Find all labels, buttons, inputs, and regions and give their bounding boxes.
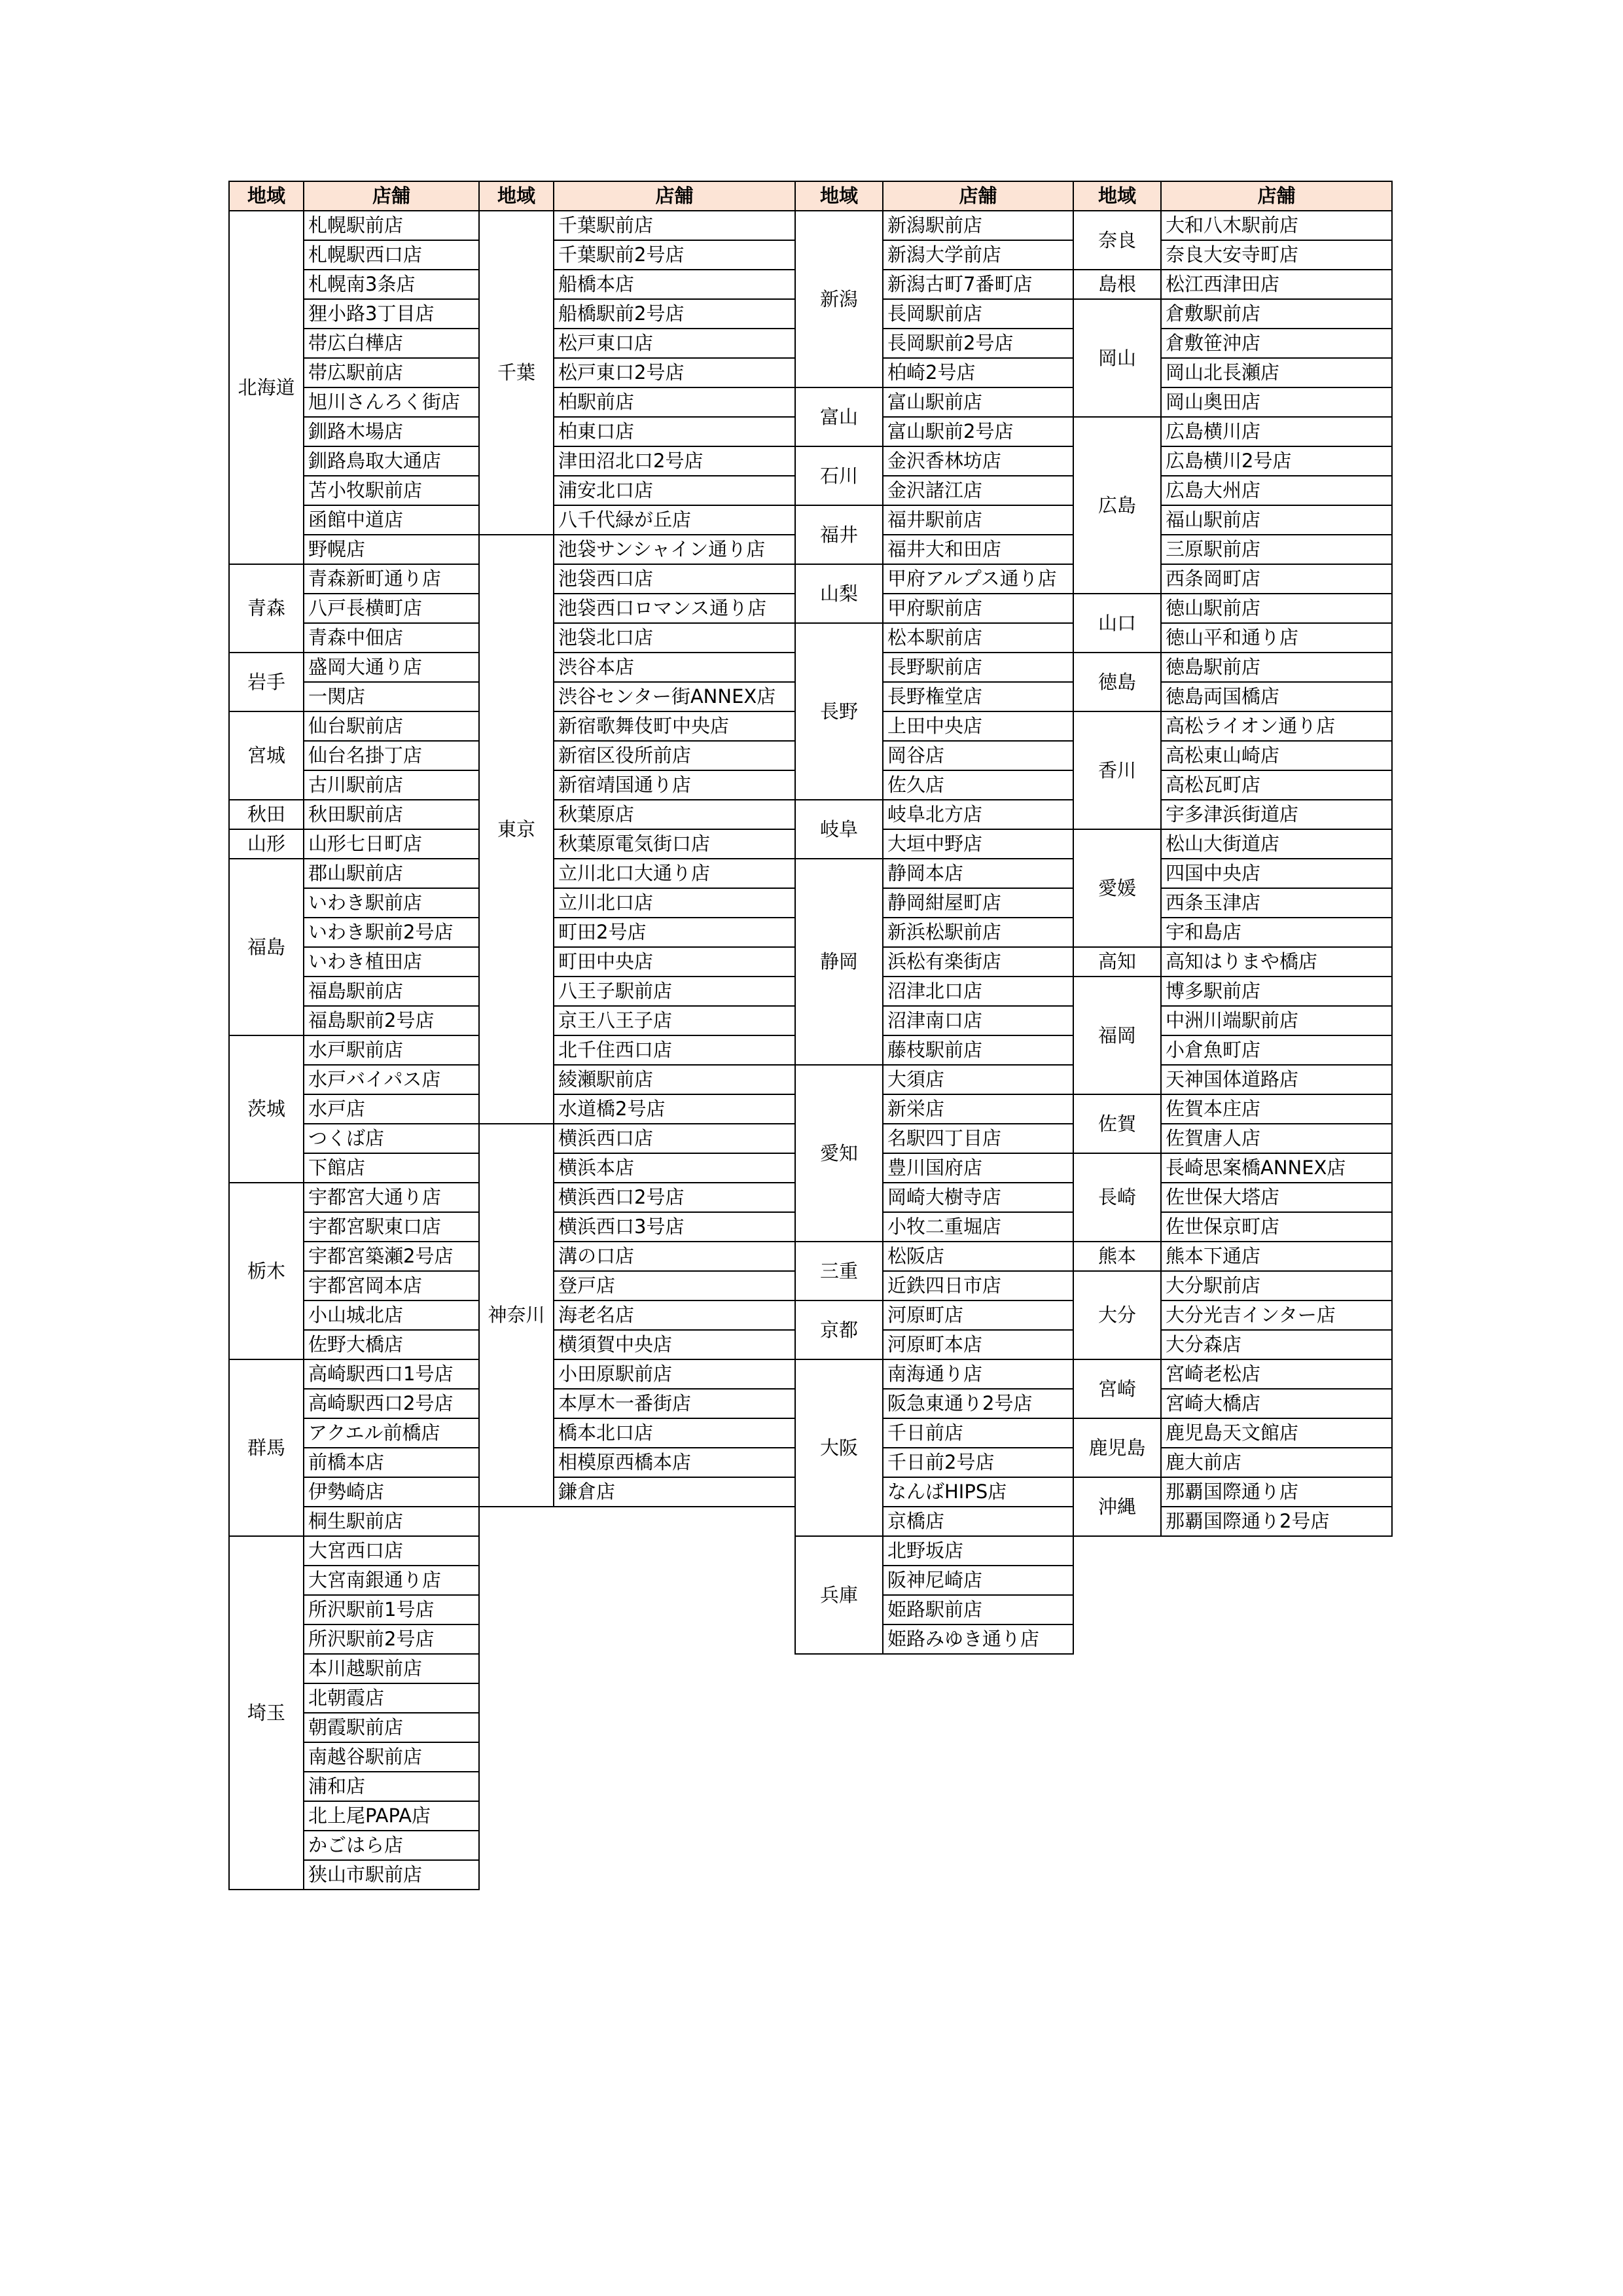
store-cell: 新潟古町7番町店 <box>883 270 1073 299</box>
store-cell: 富山駅前2号店 <box>883 417 1073 446</box>
region-cell: 香川 <box>1073 711 1161 829</box>
store-cell: 阪神尼崎店 <box>883 1566 1073 1595</box>
store-cell: 大須店 <box>883 1065 1073 1094</box>
table-row <box>1073 211 1392 240</box>
store-cell: 上田中央店 <box>883 711 1073 741</box>
region-cell: 千葉 <box>479 211 554 535</box>
store-cell: 仙台名掛丁店 <box>304 741 479 770</box>
store-cell: 近鉄四日市店 <box>883 1271 1073 1300</box>
table-row <box>1073 1242 1392 1271</box>
table-row <box>1073 417 1392 446</box>
store-cell: 三原駅前店 <box>1161 535 1392 564</box>
store-cell: 倉敷笹沖店 <box>1161 329 1392 358</box>
store-cell: 八千代緑が丘店 <box>554 505 795 535</box>
store-cell: 町田中央店 <box>554 947 795 977</box>
store-cell: 金沢諸江店 <box>883 476 1073 505</box>
store-cell: 古川駅前店 <box>304 770 479 800</box>
store-cell: 河原町店 <box>883 1300 1073 1330</box>
region-cell: 佐賀 <box>1073 1094 1161 1153</box>
region-cell: 福井 <box>795 505 883 564</box>
table-row <box>795 623 1073 653</box>
region-cell: 静岡 <box>795 859 883 1065</box>
store-cell: 佐賀本庄店 <box>1161 1094 1392 1124</box>
region-header: 地域 <box>1073 181 1161 211</box>
store-cell: 河原町本店 <box>883 1330 1073 1359</box>
store-cell: 宇都宮築瀬2号店 <box>304 1242 479 1271</box>
region-cell: 大阪 <box>795 1359 883 1536</box>
store-cell: 桐生駅前店 <box>304 1507 479 1536</box>
store-cell: 千葉駅前2号店 <box>554 240 795 270</box>
store-cell: 松本駅前店 <box>883 623 1073 653</box>
table-row <box>1073 1418 1392 1448</box>
store-cell: 大垣中野店 <box>883 829 1073 859</box>
store-cell: 沼津南口店 <box>883 1006 1073 1035</box>
table-row <box>1073 299 1392 329</box>
table-row <box>1073 977 1392 1006</box>
store-cell: 水道橋2号店 <box>554 1094 795 1124</box>
region-cell: 岡山 <box>1073 299 1161 417</box>
store-cell: 水戸店 <box>304 1094 479 1124</box>
table-row <box>795 446 1073 476</box>
store-cell: つくば店 <box>304 1124 479 1153</box>
store-header: 店舗 <box>554 181 795 211</box>
region-cell: 宮城 <box>229 711 304 800</box>
store-cell: 柏駅前店 <box>554 387 795 417</box>
table-row <box>229 1359 479 1389</box>
table-row <box>229 859 479 888</box>
table-row <box>1073 1359 1392 1389</box>
store-cell: 姫路みゆき通り店 <box>883 1624 1073 1654</box>
store-cell: 相模原西橋本店 <box>554 1448 795 1477</box>
store-cell: 下館店 <box>304 1153 479 1183</box>
store-cell: 一関店 <box>304 682 479 711</box>
store-cell: 新宿歌舞伎町中央店 <box>554 711 795 741</box>
region-cell: 茨城 <box>229 1035 304 1183</box>
store-cell: 函館中道店 <box>304 505 479 535</box>
store-cell: 富山駅前店 <box>883 387 1073 417</box>
store-cell: 仙台駅前店 <box>304 711 479 741</box>
table-row <box>479 535 795 564</box>
store-cell: 佐世保大塔店 <box>1161 1183 1392 1212</box>
store-header: 店舗 <box>304 181 479 211</box>
region-cell: 大分 <box>1073 1271 1161 1359</box>
store-cell: 福井大和田店 <box>883 535 1073 564</box>
store-cell: 所沢駅前1号店 <box>304 1595 479 1624</box>
table-row <box>795 211 1073 240</box>
region-cell: 埼玉 <box>229 1536 304 1890</box>
region-cell: 愛媛 <box>1073 829 1161 947</box>
store-cell: なんばHIPS店 <box>883 1477 1073 1507</box>
store-cell: 広島横川店 <box>1161 417 1392 446</box>
store-cell: 釧路鳥取大通店 <box>304 446 479 476</box>
region-header: 地域 <box>229 181 304 211</box>
store-cell: 青森中佃店 <box>304 623 479 653</box>
store-cell: 伊勢崎店 <box>304 1477 479 1507</box>
store-cell: 帯広駅前店 <box>304 358 479 387</box>
region-cell: 山梨 <box>795 564 883 623</box>
store-cell: 静岡紺屋町店 <box>883 888 1073 918</box>
region-cell: 徳島 <box>1073 653 1161 711</box>
store-cell: 登戸店 <box>554 1271 795 1300</box>
table-row <box>1073 594 1392 623</box>
store-cell: 水戸バイパス店 <box>304 1065 479 1094</box>
region-cell: 三重 <box>795 1242 883 1300</box>
store-cell: 小牧二重堀店 <box>883 1212 1073 1242</box>
store-cell: 釧路木場店 <box>304 417 479 446</box>
table-row <box>795 1300 1073 1330</box>
store-cell: 宇多津浜街道店 <box>1161 800 1392 829</box>
region-cell: 群馬 <box>229 1359 304 1536</box>
store-cell: 横浜西口3号店 <box>554 1212 795 1242</box>
store-cell: 甲府駅前店 <box>883 594 1073 623</box>
store-cell: 千日前2号店 <box>883 1448 1073 1477</box>
store-cell: 藤枝駅前店 <box>883 1035 1073 1065</box>
table-row <box>229 800 479 829</box>
region-cell: 宮崎 <box>1073 1359 1161 1418</box>
table-row <box>229 829 479 859</box>
region-cell: 鹿児島 <box>1073 1418 1161 1477</box>
store-cell: 徳島両国橋店 <box>1161 682 1392 711</box>
store-cell: 宇都宮岡本店 <box>304 1271 479 1300</box>
store-cell: 北千住西口店 <box>554 1035 795 1065</box>
store-cell: 大分森店 <box>1161 1330 1392 1359</box>
store-cell: 南越谷駅前店 <box>304 1742 479 1772</box>
store-cell: 西条岡町店 <box>1161 564 1392 594</box>
store-cell: 佐野大橋店 <box>304 1330 479 1359</box>
store-cell: 大分駅前店 <box>1161 1271 1392 1300</box>
store-cell: 岡谷店 <box>883 741 1073 770</box>
store-cell: 熊本下通店 <box>1161 1242 1392 1271</box>
table-row <box>479 211 795 240</box>
store-header: 店舗 <box>1161 181 1392 211</box>
store-cell: 所沢駅前2号店 <box>304 1624 479 1654</box>
table-row <box>1073 1477 1392 1507</box>
table-row <box>1073 653 1392 682</box>
table-row <box>795 564 1073 594</box>
store-cell: 小倉魚町店 <box>1161 1035 1392 1065</box>
store-cell: 徳山平和通り店 <box>1161 623 1392 653</box>
store-cell: 札幌南3条店 <box>304 270 479 299</box>
store-cell: 岐阜北方店 <box>883 800 1073 829</box>
table-row <box>229 1035 479 1065</box>
table-row <box>229 564 479 594</box>
region-cell: 兵庫 <box>795 1536 883 1654</box>
store-cell: 小山城北店 <box>304 1300 479 1330</box>
store-cell: 岡山奥田店 <box>1161 387 1392 417</box>
store-cell: 長野駅前店 <box>883 653 1073 682</box>
store-cell: 倉敷駅前店 <box>1161 299 1392 329</box>
store-cell: 松戸東口店 <box>554 329 795 358</box>
store-cell: 松山大街道店 <box>1161 829 1392 859</box>
store-cell: 名駅四丁目店 <box>883 1124 1073 1153</box>
store-cell: 佐賀唐人店 <box>1161 1124 1392 1153</box>
store-cell: 北朝霞店 <box>304 1683 479 1713</box>
store-cell: 徳島駅前店 <box>1161 653 1392 682</box>
store-cell: 八王子駅前店 <box>554 977 795 1006</box>
store-cell: 長岡駅前店 <box>883 299 1073 329</box>
region-cell: 奈良 <box>1073 211 1161 270</box>
store-cell: 柏東口店 <box>554 417 795 446</box>
store-cell: 南海通り店 <box>883 1359 1073 1389</box>
store-cell: 宇和島店 <box>1161 918 1392 947</box>
table-row <box>229 1536 479 1566</box>
store-cell: 町田2号店 <box>554 918 795 947</box>
store-cell: 秋葉原電気街口店 <box>554 829 795 859</box>
store-cell: 大分光吉インター店 <box>1161 1300 1392 1330</box>
store-cell: 福山駅前店 <box>1161 505 1392 535</box>
store-cell: 四国中央店 <box>1161 859 1392 888</box>
region-cell: 石川 <box>795 446 883 505</box>
store-cell: 鹿大前店 <box>1161 1448 1392 1477</box>
region-cell: 京都 <box>795 1300 883 1359</box>
store-cell: 八戸長横町店 <box>304 594 479 623</box>
store-cell: 鎌倉店 <box>554 1477 795 1507</box>
store-cell: 船橋本店 <box>554 270 795 299</box>
store-cell: 前橋本店 <box>304 1448 479 1477</box>
store-cell: 秋葉原店 <box>554 800 795 829</box>
region-cell: 富山 <box>795 387 883 446</box>
store-cell: 札幌駅西口店 <box>304 240 479 270</box>
store-cell: 新宿靖国通り店 <box>554 770 795 800</box>
table-row <box>479 1124 795 1153</box>
store-cell: 佐世保京町店 <box>1161 1212 1392 1242</box>
store-cell: 新浜松駅前店 <box>883 918 1073 947</box>
store-cell: 旭川さんろく街店 <box>304 387 479 417</box>
store-cell: 浦安北口店 <box>554 476 795 505</box>
store-cell: 柏崎2号店 <box>883 358 1073 387</box>
store-cell: 朝霞駅前店 <box>304 1713 479 1742</box>
store-cell: 野幌店 <box>304 535 479 564</box>
store-cell: 秋田駅前店 <box>304 800 479 829</box>
table-row <box>795 1242 1073 1271</box>
store-cell: 狸小路3丁目店 <box>304 299 479 329</box>
store-cell: 高崎駅西口2号店 <box>304 1389 479 1418</box>
store-cell: 立川北口店 <box>554 888 795 918</box>
store-cell: 那覇国際通り2号店 <box>1161 1507 1392 1536</box>
store-cell: 千葉駅前店 <box>554 211 795 240</box>
store-cell: 札幌駅前店 <box>304 211 479 240</box>
region-header: 地域 <box>795 181 883 211</box>
store-cell: 横須賀中央店 <box>554 1330 795 1359</box>
store-cell: 福島駅前2号店 <box>304 1006 479 1035</box>
store-table-column-2 <box>478 181 796 1507</box>
table-row <box>229 211 479 240</box>
table-row <box>1073 270 1392 299</box>
store-cell: 溝の口店 <box>554 1242 795 1271</box>
table-row <box>1073 711 1392 741</box>
store-cell: 高松ライオン通り店 <box>1161 711 1392 741</box>
store-cell: 北野坂店 <box>883 1536 1073 1566</box>
store-cell: 本川越駅前店 <box>304 1654 479 1683</box>
store-cell: 千日前店 <box>883 1418 1073 1448</box>
region-cell: 東京 <box>479 535 554 1124</box>
store-cell: 松阪店 <box>883 1242 1073 1271</box>
region-cell: 沖縄 <box>1073 1477 1161 1536</box>
region-cell: 長野 <box>795 623 883 800</box>
store-cell: かごはら店 <box>304 1831 479 1860</box>
region-cell: 北海道 <box>229 211 304 564</box>
store-cell: 金沢香林坊店 <box>883 446 1073 476</box>
store-cell: 船橋駅前2号店 <box>554 299 795 329</box>
table-row <box>795 1536 1073 1566</box>
region-cell: 福島 <box>229 859 304 1035</box>
store-cell: 渋谷センター街ANNEX店 <box>554 682 795 711</box>
store-cell: 高松東山崎店 <box>1161 741 1392 770</box>
store-cell: 宇都宮駅東口店 <box>304 1212 479 1242</box>
table-row <box>229 1183 479 1212</box>
store-cell: 綾瀬駅前店 <box>554 1065 795 1094</box>
region-cell: 岐阜 <box>795 800 883 859</box>
region-cell: 熊本 <box>1073 1242 1161 1271</box>
store-cell: 山形七日町店 <box>304 829 479 859</box>
store-cell: 京橋店 <box>883 1507 1073 1536</box>
store-cell: 新宿区役所前店 <box>554 741 795 770</box>
region-cell: 新潟 <box>795 211 883 387</box>
table-row <box>229 711 479 741</box>
store-table-column-4 <box>1073 181 1393 1537</box>
table-row <box>1073 1271 1392 1300</box>
store-cell: 海老名店 <box>554 1300 795 1330</box>
region-cell: 福岡 <box>1073 977 1161 1094</box>
store-cell: 長岡駅前2号店 <box>883 329 1073 358</box>
store-cell: 立川北口大通り店 <box>554 859 795 888</box>
store-cell: 青森新町通り店 <box>304 564 479 594</box>
store-cell: 阪急東通り2号店 <box>883 1389 1073 1418</box>
store-table-column-3 <box>794 181 1074 1655</box>
store-cell: アクエル前橋店 <box>304 1418 479 1448</box>
store-cell: 池袋西口店 <box>554 564 795 594</box>
store-cell: 京王八王子店 <box>554 1006 795 1035</box>
store-cell: 静岡本店 <box>883 859 1073 888</box>
store-cell: 姫路駅前店 <box>883 1595 1073 1624</box>
store-cell: 広島横川2号店 <box>1161 446 1392 476</box>
table-row <box>795 800 1073 829</box>
table-row <box>795 859 1073 888</box>
store-cell: 浜松有楽街店 <box>883 947 1073 977</box>
table-row <box>795 1065 1073 1094</box>
store-cell: 西条玉津店 <box>1161 888 1392 918</box>
store-cell: 渋谷本店 <box>554 653 795 682</box>
region-cell: 栃木 <box>229 1183 304 1359</box>
region-cell: 長崎 <box>1073 1153 1161 1242</box>
store-cell: 大和八木駅前店 <box>1161 211 1392 240</box>
store-cell: 帯広白樺店 <box>304 329 479 358</box>
store-cell: 鹿児島天文館店 <box>1161 1418 1392 1448</box>
store-cell: 豊川国府店 <box>883 1153 1073 1183</box>
store-cell: 郡山駅前店 <box>304 859 479 888</box>
store-cell: 宮崎老松店 <box>1161 1359 1392 1389</box>
region-cell: 岩手 <box>229 653 304 711</box>
region-header: 地域 <box>479 181 554 211</box>
store-cell: 奈良大安寺町店 <box>1161 240 1392 270</box>
store-cell: 新栄店 <box>883 1094 1073 1124</box>
table-row <box>1073 947 1392 977</box>
store-cell: 池袋サンシャイン通り店 <box>554 535 795 564</box>
region-cell: 山形 <box>229 829 304 859</box>
store-cell: 佐久店 <box>883 770 1073 800</box>
store-cell: 横浜西口店 <box>554 1124 795 1153</box>
region-cell: 秋田 <box>229 800 304 829</box>
store-cell: 岡山北長瀬店 <box>1161 358 1392 387</box>
store-cell: 高知はりまや橋店 <box>1161 947 1392 977</box>
table-row <box>795 387 1073 417</box>
store-cell: 福井駅前店 <box>883 505 1073 535</box>
region-cell: 神奈川 <box>479 1124 554 1507</box>
store-cell: 大宮南銀通り店 <box>304 1566 479 1595</box>
table-row <box>1073 1153 1392 1183</box>
store-cell: 横浜本店 <box>554 1153 795 1183</box>
store-cell: 苫小牧駅前店 <box>304 476 479 505</box>
store-cell: いわき駅前店 <box>304 888 479 918</box>
region-cell: 青森 <box>229 564 304 653</box>
store-cell: 岡崎大樹寺店 <box>883 1183 1073 1212</box>
store-cell: 大宮西口店 <box>304 1536 479 1566</box>
store-cell: 広島大州店 <box>1161 476 1392 505</box>
table-row <box>795 505 1073 535</box>
region-cell: 山口 <box>1073 594 1161 653</box>
store-cell: 宇都宮大通り店 <box>304 1183 479 1212</box>
table-row <box>795 1359 1073 1389</box>
store-cell: 橋本北口店 <box>554 1418 795 1448</box>
region-cell: 島根 <box>1073 270 1161 299</box>
store-cell: 狭山市駅前店 <box>304 1860 479 1890</box>
store-cell: 津田沼北口2号店 <box>554 446 795 476</box>
store-cell: 水戸駅前店 <box>304 1035 479 1065</box>
store-cell: 高崎駅西口1号店 <box>304 1359 479 1389</box>
store-cell: 博多駅前店 <box>1161 977 1392 1006</box>
store-cell: いわき植田店 <box>304 947 479 977</box>
store-cell: 小田原駅前店 <box>554 1359 795 1389</box>
store-cell: 長崎思案橋ANNEX店 <box>1161 1153 1392 1183</box>
store-cell: いわき駅前2号店 <box>304 918 479 947</box>
store-cell: 甲府アルプス通り店 <box>883 564 1073 594</box>
store-cell: 徳山駅前店 <box>1161 594 1392 623</box>
region-cell: 高知 <box>1073 947 1161 977</box>
store-cell: 新潟大学前店 <box>883 240 1073 270</box>
region-cell: 広島 <box>1073 417 1161 594</box>
store-cell: 池袋西口ロマンス通り店 <box>554 594 795 623</box>
store-cell: 横浜西口2号店 <box>554 1183 795 1212</box>
store-cell: 沼津北口店 <box>883 977 1073 1006</box>
store-cell: 長野権堂店 <box>883 682 1073 711</box>
store-cell: 北上尾PAPA店 <box>304 1801 479 1831</box>
store-cell: 中洲川端駅前店 <box>1161 1006 1392 1035</box>
region-cell: 愛知 <box>795 1065 883 1242</box>
table-row <box>1073 829 1392 859</box>
store-cell: 新潟駅前店 <box>883 211 1073 240</box>
store-cell: 高松瓦町店 <box>1161 770 1392 800</box>
table-row <box>1073 1094 1392 1124</box>
table-row <box>229 653 479 682</box>
store-cell: 天神国体道路店 <box>1161 1065 1392 1094</box>
store-cell: 宮崎大橋店 <box>1161 1389 1392 1418</box>
store-cell: 池袋北口店 <box>554 623 795 653</box>
store-table-column-1 <box>228 181 480 1890</box>
store-cell: 松江西津田店 <box>1161 270 1392 299</box>
store-header: 店舗 <box>883 181 1073 211</box>
store-cell: 盛岡大通り店 <box>304 653 479 682</box>
store-cell: 浦和店 <box>304 1772 479 1801</box>
store-cell: 本厚木一番街店 <box>554 1389 795 1418</box>
store-cell: 那覇国際通り店 <box>1161 1477 1392 1507</box>
store-cell: 松戸東口2号店 <box>554 358 795 387</box>
store-cell: 福島駅前店 <box>304 977 479 1006</box>
